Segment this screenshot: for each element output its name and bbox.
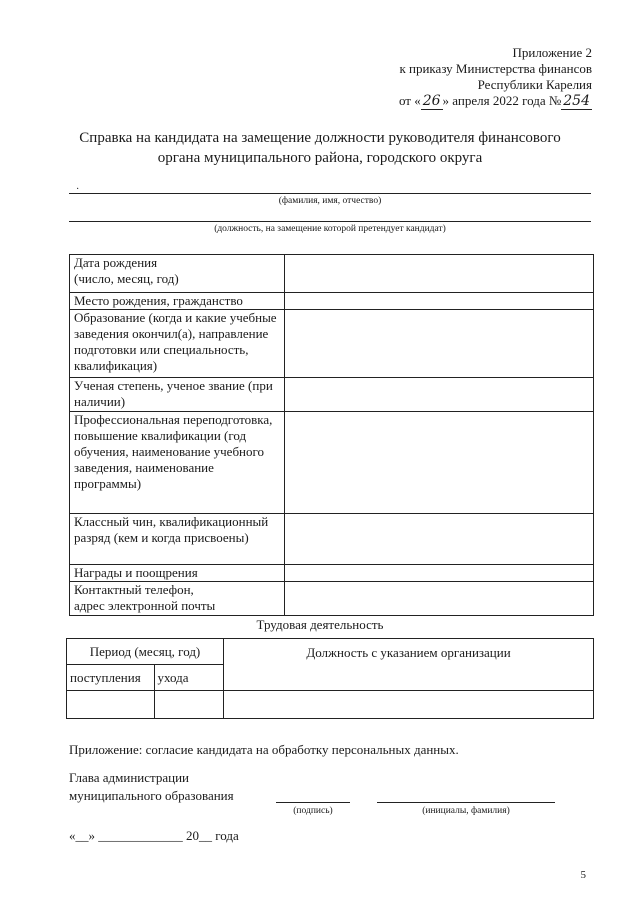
initials-line[interactable] — [377, 802, 555, 803]
info-label: Профессиональная переподготовка, повышение квалификации (год обучения, наименование учебного заведения, наименование программы) — [70, 412, 285, 514]
page-number: 5 — [580, 869, 586, 881]
head-title — [69, 769, 234, 805]
info-value[interactable] — [285, 582, 594, 616]
info-row — [70, 582, 594, 616]
info-label: Классный чин, квалификационный разряд (кем и когда присвоены) — [70, 514, 285, 565]
end-header: ухода — [154, 665, 223, 691]
signature-caption: (подпись) — [293, 806, 333, 816]
date-middle: » апреля 2022 года № — [442, 93, 562, 108]
info-label: Место рождения, гражданство — [70, 293, 285, 310]
info-label: Образование (когда и какие учебные заведения окончил(а), направление подготовки или специальность, квалификация) — [70, 310, 285, 378]
head-line-1: Глава администрации — [69, 770, 190, 785]
work-end-cell[interactable] — [154, 691, 223, 719]
initials-caption: (инициалы, фамилия) — [422, 806, 510, 816]
info-row — [70, 293, 594, 310]
stray-dot: · — [76, 184, 80, 195]
position-header: Должность с указанием организации — [224, 639, 594, 691]
fio-caption: (фамилия, имя, отчество) — [278, 196, 382, 206]
handwritten-day: 26 — [422, 93, 441, 109]
signature-line[interactable] — [276, 802, 350, 803]
work-section-title: Трудовая деятельность — [256, 617, 384, 632]
info-value[interactable] — [285, 310, 594, 378]
info-label: Дата рождения (число, месяц, год) — [70, 255, 285, 293]
start-header: поступления — [67, 665, 155, 691]
handwritten-number: 254 — [563, 93, 590, 109]
work-position-cell[interactable] — [224, 691, 594, 719]
title-line-1: Справка на кандидата на замещение должности руководителя финансового — [79, 130, 561, 146]
info-value[interactable] — [285, 255, 594, 293]
date-fill-line[interactable]: «__» _____________ 20__ года — [69, 828, 239, 843]
appendix-header — [399, 45, 592, 109]
date-prefix: от « — [398, 93, 421, 108]
candidate-info-table — [69, 254, 594, 616]
position-line[interactable] — [69, 221, 591, 222]
info-value[interactable] — [285, 565, 594, 582]
appendix-line-3: Республики Карелия — [477, 77, 592, 92]
info-row — [70, 255, 594, 293]
work-start-cell[interactable] — [67, 691, 155, 719]
info-value[interactable] — [285, 412, 594, 514]
appendix-line-2: к приказу Министерства финансов — [399, 61, 592, 76]
appendix-line-1: Приложение 2 — [512, 45, 592, 60]
title-line-2: органа муниципального района, городского округа — [157, 150, 483, 166]
info-row — [70, 412, 594, 514]
info-value[interactable] — [285, 514, 594, 565]
info-row — [70, 378, 594, 412]
info-row — [70, 310, 594, 378]
appendix-date-line — [399, 93, 592, 109]
fio-line[interactable] — [69, 193, 591, 194]
info-value[interactable] — [285, 293, 594, 310]
head-line-2: муниципального образования — [69, 788, 234, 803]
work-history-table — [66, 638, 594, 719]
info-label: Ученая степень, ученое звание (при наличии) — [70, 378, 285, 412]
info-label: Контактный телефон, адрес электронной почты — [70, 582, 285, 616]
info-label: Награды и поощрения — [70, 565, 285, 582]
info-row — [70, 565, 594, 582]
period-header: Период (месяц, год) — [67, 639, 224, 665]
info-value[interactable] — [285, 378, 594, 412]
document-title — [40, 128, 600, 168]
info-row — [70, 514, 594, 565]
attachment-note: Приложение: согласие кандидата на обработку персональных данных. — [69, 742, 459, 757]
position-caption: (должность, на замещение которой претендует кандидат) — [214, 224, 446, 234]
